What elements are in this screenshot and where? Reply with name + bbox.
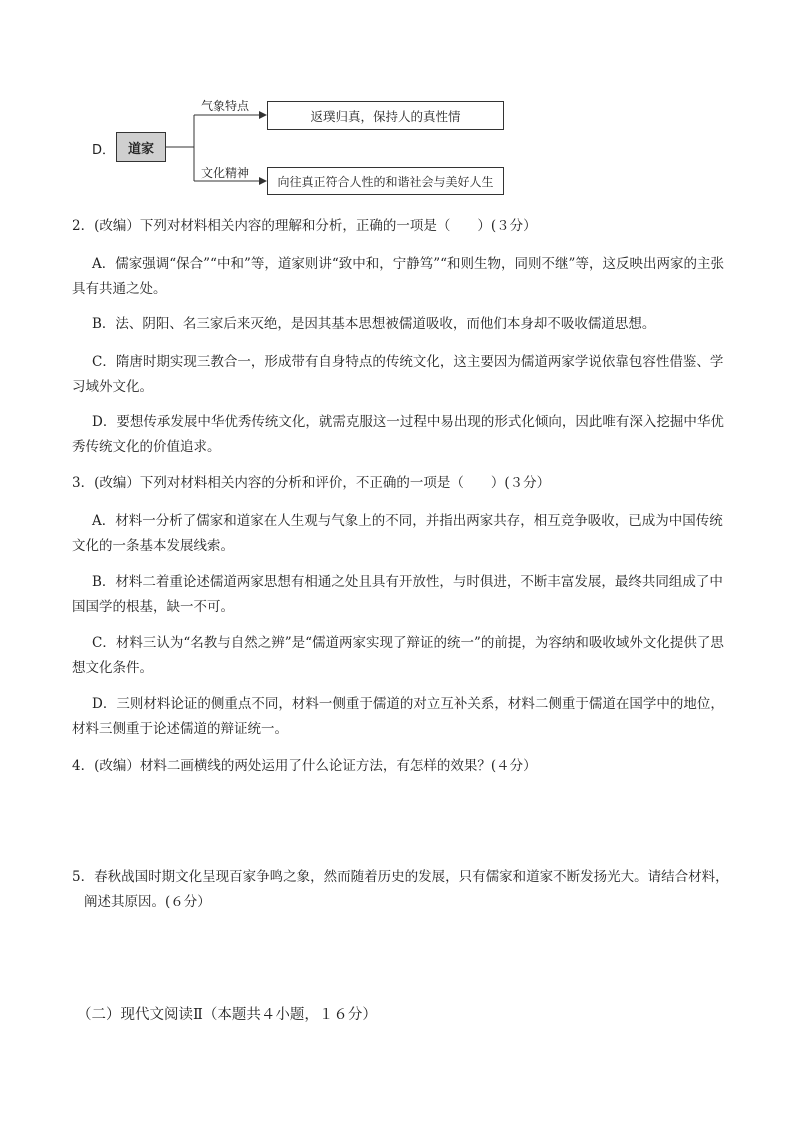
question-3-option-b: B．材料二着重论述儒道两家思想有相通之处且具有开放性，与时俱进，不断丰富发展，最终共同组成了中国国学的根基，缺一不可。 xyxy=(72,574,723,615)
question-3-stem: 3．(改编）下列对材料相关内容的分析和评价，不正确的一项是（ ）(３分） xyxy=(72,475,551,491)
question-2-option-c: C．隋唐时期实现三教合一，形成带有自身特点的传统文化，这主要因为儒道两家学说依靠包容性借鉴、学习域外文化。 xyxy=(72,354,724,395)
question-2-option-b: B．法、阴阳、名三家后来灭绝，是因其基本思想被儒道吸收，而他们本身却不吸收儒道思想。 xyxy=(92,316,656,332)
branch-box-temperament: 返璞归真，保持人的真性情 xyxy=(267,101,504,130)
question-3-option-c: C．材料三认为“名教与自然之辨”是“儒道两家实现了辩证的统一”的前提，为容纳和吸收域外文化提供了思想文化条件。 xyxy=(72,635,724,676)
branch-label-temperament: 气象特点 xyxy=(201,99,250,113)
question-2-option-a: A．儒家强调“保合”“中和”等，道家则讲“致中和，宁静笃”“和则生物，同则不继”等，这反映出两家的主张具有共通之处。 xyxy=(72,256,724,297)
question-5-stem: 5．春秋战国时期文化呈现百家争鸣之象，然而随着历史的发展，只有儒家和道家不断发扬光大。请结合材料，阐述其原因。(６分） xyxy=(72,869,729,910)
question-3-option-d: D．三则材料论证的侧重点不同，材料一侧重于儒道的对立互补关系，材料二侧重于儒道在国学中的地位，材料三侧重于论述儒道的辩证统一。 xyxy=(72,696,724,737)
diagram-option-d xyxy=(0,0,794,210)
question-2-stem: 2．(改编）下列对材料相关内容的理解和分析，正确的一项是（ ）(３分） xyxy=(72,218,537,234)
question-4-stem: 4．(改编）材料二画横线的两处运用了什么论证方法，有怎样的效果？(４分） xyxy=(72,758,537,774)
diagram-option-label: D． xyxy=(92,143,116,158)
question-3-option-a: A．材料一分析了儒家和道家在人生观与气象上的不同，并指出两家共存，相互竞争吸收，已成为中国传统文化的一条基本发展线索。 xyxy=(72,513,723,554)
question-2-option-d: D．要想传承发展中华优秀传统文化，就需克服这一过程中易出现的形式化倾向，因此唯有深入挖掘中华优秀传统文化的价值追求。 xyxy=(72,414,724,455)
branch-box-cultural-spirit: 向往真正符合人性的和谐社会与美好人生 xyxy=(267,167,504,195)
diagram-root-daoism: 道家 xyxy=(116,132,166,162)
section-title: （二）现代文阅读Ⅱ（本题共４小题，１６分） xyxy=(77,1007,377,1023)
branch-label-cultural-spirit: 文化精神 xyxy=(201,166,250,180)
